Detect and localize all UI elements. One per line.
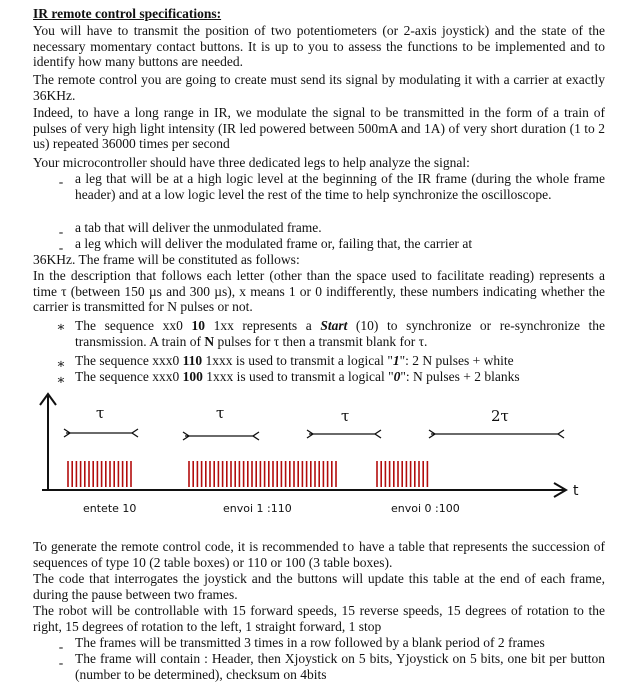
intro-paragraph-3: Indeed, to have a long range in IR, we modulate the signal to be transmitted in the form of a train of pulses of very high light intensity (IR led powered between 500mA and 1A) of very short duration (1 to 2 us) repeated 36000 times per second (33, 105, 605, 152)
leg-item-2: a tab that will deliver the unmodulated frame. (75, 220, 322, 235)
closing-paragraph-3: The robot will be controllable with 15 forward speeds, 15 reverse speeds, 15 degrees of rotation to the right, 15 degrees of rotation to the left, 1 straight forward, 1 stop (33, 603, 605, 634)
two-tau-label: 2τ (491, 407, 509, 425)
closing-paragraph-1: To generate the remote control code, it is recommended to have a table that represents the succession of sequences of type 10 (2 table boxes) or 110 or 100 (3 table boxes). (33, 539, 606, 570)
page-title: IR remote control specifications: (33, 6, 222, 21)
pulse-trains (68, 461, 427, 487)
star-bullet: ∗ (56, 319, 66, 334)
send-zero-label: envoi 0 :100 (391, 502, 460, 515)
intro-paragraph-1: You will have to transmit the position of two potentiometers (or 2-axis joystick) and the state of the necessary momentary contact buttons. It is up to you to assess the functions to be implemented and to identify how many buttons are needed. (33, 23, 605, 70)
dash-bullet: - (58, 639, 64, 654)
sequence-one-item: The sequence xxx0 110 1xxx is used to transmit a logical "1": 2 N pulses + white (75, 353, 514, 368)
leg-item-3: a leg which will deliver the modulated frame or, failing that, the carrier at (75, 236, 473, 251)
sequence-zero-item: The sequence xxx0 100 1xxx is used to transmit a logical "0": N pulses + 2 blanks (75, 369, 520, 384)
intro-paragraph-4: Your microcontroller should have three dedicated legs to help analyze the signal: (33, 155, 470, 170)
intro-paragraph-2: The remote control you are going to create must send its signal by modulating it with a carrier at exactly 36KHz. (33, 72, 605, 103)
duration-markers (64, 429, 564, 440)
dash-bullet: - (58, 655, 64, 670)
description-paragraph: In the description that follows each letter (other than the space used to facilitate reading) represents a time τ (between 150 µs and 300 µs), x means 1 or 0 indifferently, these numbers indicating whether the carrier is transmitted for N pulses or not. (33, 268, 605, 315)
timing-diagram (36, 388, 596, 528)
final-bullet-1: The frames will be transmitted 3 times in a row followed by a blank period of 2 frames (75, 635, 545, 650)
tau-label: τ (96, 404, 105, 422)
time-axis-label: t (573, 483, 579, 499)
final-bullet-2: The frame will contain : Header, then Xjoystick on 5 bits, Yjoystick on 5 bits, one bit per button (number to be determined), checksum on 4bits (75, 651, 605, 682)
leg-item-1: a leg that will be at a high logic level at the beginning of the IR frame (during the whole frame header) and at a low logic level the rest of the time to help synchronize the oscilloscope. (75, 171, 605, 202)
dash-bullet: - (58, 240, 64, 255)
tau-label: τ (341, 407, 350, 425)
header-label: entete 10 (83, 502, 137, 515)
timing-diagram-svg (36, 388, 596, 528)
dash-bullet: - (58, 174, 64, 189)
frame-constitution-text: 36KHz. The frame will be constituted as follows: (33, 252, 300, 267)
send-one-label: envoi 1 :110 (223, 502, 292, 515)
closing-paragraph-2: The code that interrogates the joystick and the buttons will update this table at the end of each frame, during the pause between two frames. (33, 571, 605, 602)
star-bullet: ∗ (56, 372, 66, 387)
tau-label: τ (216, 404, 225, 422)
sequence-start-item: The sequence xx0 10 1xx represents a Start (10) to synchronize or re-synchronize the transmission. A train of N pulses for τ then a transmit blank for τ. (75, 318, 606, 349)
star-bullet: ∗ (56, 356, 66, 371)
dash-bullet: - (58, 224, 64, 239)
